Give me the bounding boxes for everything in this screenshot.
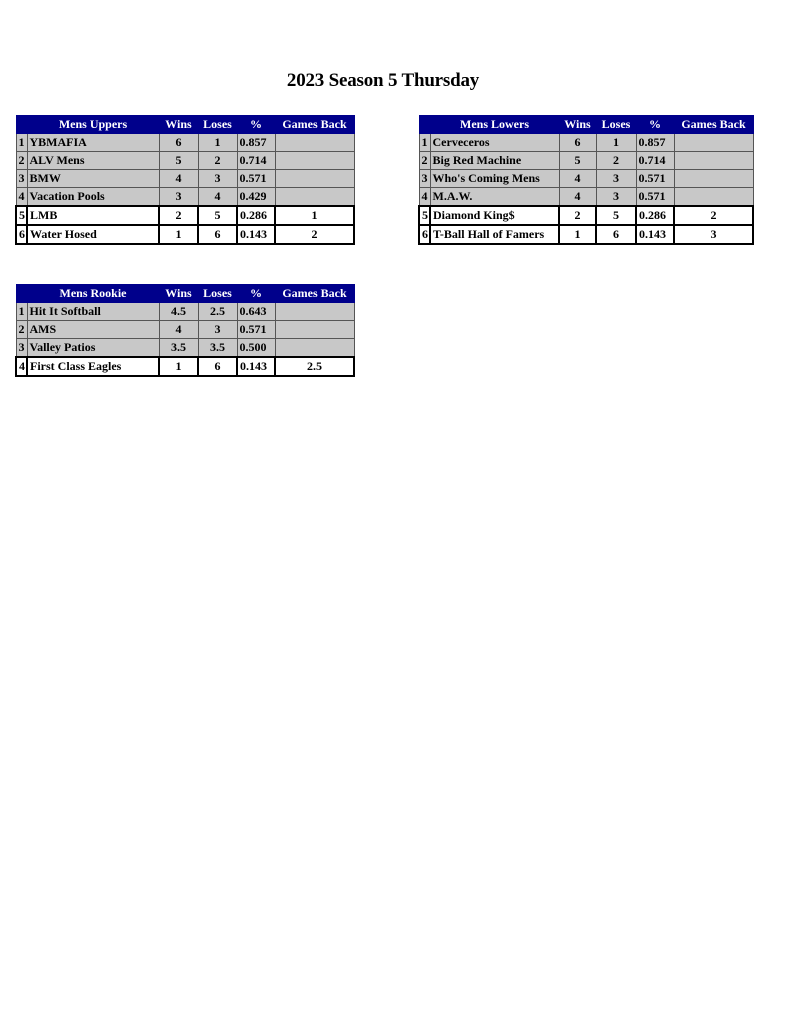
team-name: Valley Patios: [27, 339, 159, 358]
team-name: YBMAFIA: [27, 134, 159, 152]
team-name: T-Ball Hall of Famers: [430, 225, 559, 244]
team-name: Big Red Machine: [430, 152, 559, 170]
header-loses: Loses: [596, 116, 636, 134]
games-back: 2: [275, 225, 354, 244]
win-pct: 0.714: [237, 152, 275, 170]
win-pct: 0.714: [636, 152, 674, 170]
loses: 3: [596, 170, 636, 188]
division-name: Mens Uppers: [27, 116, 159, 134]
division-name: Mens Lowers: [430, 116, 559, 134]
header-wins: Wins: [159, 116, 198, 134]
loses: 2.5: [198, 303, 237, 321]
wins: 1: [559, 225, 596, 244]
team-name: LMB: [27, 206, 159, 225]
table-header: [16, 116, 354, 134]
loses: 2: [198, 152, 237, 170]
games-back: 2: [674, 206, 753, 225]
header-wins: Wins: [159, 285, 198, 303]
header-rank-blank: [16, 116, 27, 134]
wins: 5: [559, 152, 596, 170]
table-row: [16, 152, 354, 170]
games-back: [275, 188, 354, 207]
table-row: [419, 206, 753, 225]
team-name: Vacation Pools: [27, 188, 159, 207]
win-pct: 0.286: [237, 206, 275, 225]
wins: 4: [159, 321, 198, 339]
header-games-back: Games Back: [275, 116, 354, 134]
table-row: [16, 303, 354, 321]
rank: 6: [419, 225, 430, 244]
games-back: [275, 339, 354, 358]
loses: 3: [198, 321, 237, 339]
table-row: [16, 206, 354, 225]
games-back: [674, 170, 753, 188]
table-header: [16, 285, 354, 303]
team-name: ALV Mens: [27, 152, 159, 170]
rank: 1: [16, 303, 27, 321]
table-row: [16, 321, 354, 339]
division-name: Mens Rookie: [27, 285, 159, 303]
table-row: [16, 225, 354, 244]
games-back: [275, 152, 354, 170]
loses: 2: [596, 152, 636, 170]
table-row: [16, 170, 354, 188]
win-pct: 0.143: [636, 225, 674, 244]
standings-table-mens-lowers: [418, 115, 754, 245]
header-loses: Loses: [198, 285, 237, 303]
rank: 4: [419, 188, 430, 207]
wins: 4.5: [159, 303, 198, 321]
rank: 4: [16, 357, 27, 376]
games-back: [275, 134, 354, 152]
win-pct: 0.143: [237, 225, 275, 244]
win-pct: 0.571: [237, 321, 275, 339]
wins: 4: [559, 170, 596, 188]
team-name: M.A.W.: [430, 188, 559, 207]
team-name: Who's Coming Mens: [430, 170, 559, 188]
rank: 4: [16, 188, 27, 207]
team-name: Cerveceros: [430, 134, 559, 152]
table-row: [419, 170, 753, 188]
loses: 6: [596, 225, 636, 244]
rank: 2: [16, 321, 27, 339]
games-back: [674, 152, 753, 170]
loses: 1: [596, 134, 636, 152]
win-pct: 0.571: [636, 188, 674, 207]
win-pct: 0.571: [237, 170, 275, 188]
table-row: [16, 188, 354, 207]
win-pct: 0.286: [636, 206, 674, 225]
win-pct: 0.571: [636, 170, 674, 188]
rank: 2: [16, 152, 27, 170]
wins: 2: [159, 206, 198, 225]
header-wins: Wins: [559, 116, 596, 134]
games-back: [674, 188, 753, 207]
loses: 5: [596, 206, 636, 225]
loses: 1: [198, 134, 237, 152]
win-pct: 0.429: [237, 188, 275, 207]
table-row: [16, 357, 354, 376]
header-loses: Loses: [198, 116, 237, 134]
games-back: 1: [275, 206, 354, 225]
wins: 2: [559, 206, 596, 225]
table-row: [16, 339, 354, 358]
games-back: [674, 134, 753, 152]
win-pct: 0.857: [237, 134, 275, 152]
page-title: 2023 Season 5 Thursday: [286, 70, 480, 91]
rank: 3: [16, 170, 27, 188]
loses: 5: [198, 206, 237, 225]
loses: 3.5: [198, 339, 237, 358]
team-name: Water Hosed: [27, 225, 159, 244]
wins: 4: [559, 188, 596, 207]
loses: 4: [198, 188, 237, 207]
win-pct: 0.143: [237, 357, 275, 376]
table-row: [419, 225, 753, 244]
games-back: 3: [674, 225, 753, 244]
games-back: 2.5: [275, 357, 354, 376]
games-back: [275, 170, 354, 188]
wins: 6: [559, 134, 596, 152]
wins: 4: [159, 170, 198, 188]
team-name: First Class Eagles: [27, 357, 159, 376]
rank: 1: [419, 134, 430, 152]
standings-table-mens-rookie: [15, 284, 355, 377]
rank: 5: [419, 206, 430, 225]
loses: 6: [198, 225, 237, 244]
loses: 3: [198, 170, 237, 188]
table-row: [16, 134, 354, 152]
header-rank-blank: [419, 116, 430, 134]
rank: 5: [16, 206, 27, 225]
header-rank-blank: [16, 285, 27, 303]
wins: 3.5: [159, 339, 198, 358]
rank: 1: [16, 134, 27, 152]
header-games-back: Games Back: [674, 116, 753, 134]
team-name: Hit It Softball: [27, 303, 159, 321]
header-pct: %: [237, 285, 275, 303]
win-pct: 0.643: [237, 303, 275, 321]
table-header: [419, 116, 753, 134]
team-name: BMW: [27, 170, 159, 188]
rank: 3: [16, 339, 27, 358]
wins: 1: [159, 225, 198, 244]
games-back: [275, 321, 354, 339]
team-name: Diamond King$: [430, 206, 559, 225]
wins: 3: [159, 188, 198, 207]
rank: 2: [419, 152, 430, 170]
table-row: [419, 134, 753, 152]
table-row: [419, 152, 753, 170]
win-pct: 0.500: [237, 339, 275, 358]
wins: 6: [159, 134, 198, 152]
games-back: [275, 303, 354, 321]
table-row: [419, 188, 753, 207]
loses: 6: [198, 357, 237, 376]
wins: 1: [159, 357, 198, 376]
team-name: AMS: [27, 321, 159, 339]
standings-table-mens-uppers: [15, 115, 355, 245]
loses: 3: [596, 188, 636, 207]
wins: 5: [159, 152, 198, 170]
win-pct: 0.857: [636, 134, 674, 152]
header-pct: %: [237, 116, 275, 134]
rank: 3: [419, 170, 430, 188]
header-pct: %: [636, 116, 674, 134]
rank: 6: [16, 225, 27, 244]
header-games-back: Games Back: [275, 285, 354, 303]
